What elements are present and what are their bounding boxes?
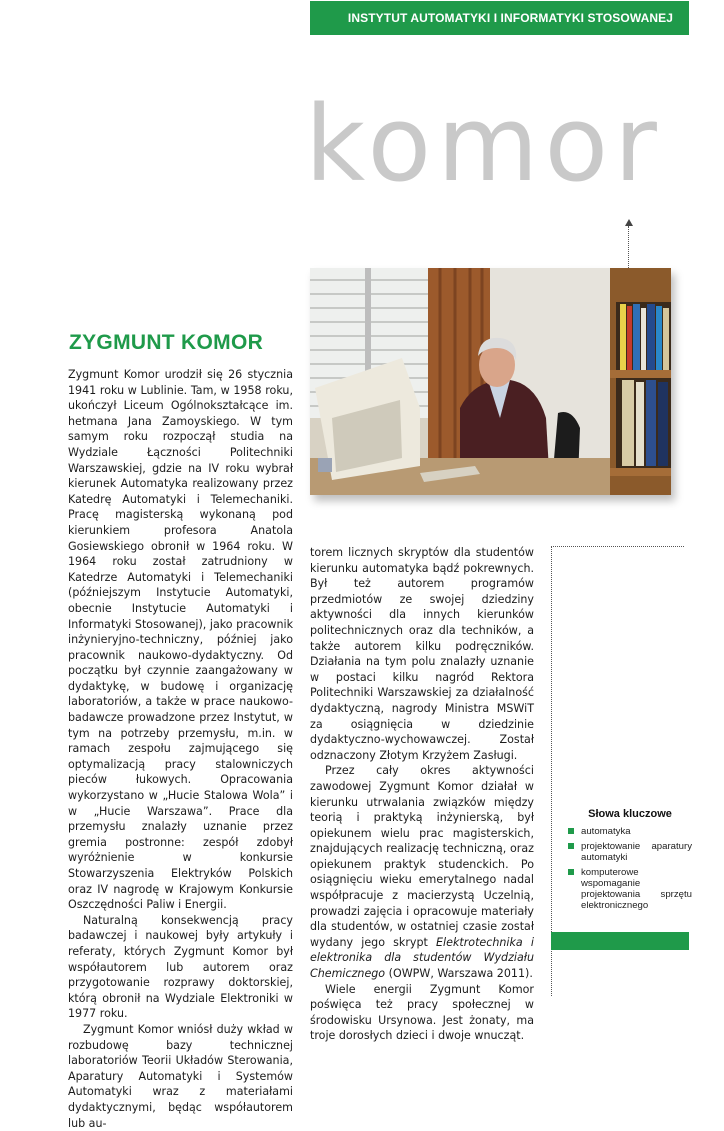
keyword-item xyxy=(568,841,692,863)
dotted-connector xyxy=(551,546,552,996)
keyword-item xyxy=(568,867,692,911)
keyword-text: automatyka xyxy=(581,826,631,837)
keywords-list xyxy=(568,826,692,911)
article-title: ZYGMUNT KOMOR xyxy=(69,331,264,354)
paragraph-text: Przez cały okres aktywności zawodowej Zygmunt Komor działał w kierunku utrwalania związków między teorią i praktyką inżynierską, był opiekunem wielu prac magisterskich, znajdujących realizację techniczną, oraz opiekunem praktyk studenckich. Po osiągnięciu wieku emerytalnego nadal współpracuje z macierzystą Uczelnią, prowadzi zajęcia i opracowuje materiały dla studentów, w ostatniej czasie został wydany jego skrypt xyxy=(310,764,534,949)
dotted-connector xyxy=(628,226,629,268)
paragraph: Wiele energii Zygmunt Komor poświęca też pracy społecznej w środowisku Ursynowa. Jest żonaty, ma troje dorosłych dzieci i dwoje wnucząt. xyxy=(310,982,534,1043)
keyword-item xyxy=(568,826,692,837)
square-bullet-icon xyxy=(568,869,574,875)
paragraph: Naturalną konsekwencją pracy badawczej i naukowej były artykuły i referaty, których Zygmunt Komor był współautorem lub autorem oraz przygotowanie rozprawy doktorskiej, którą obronił na Wydziale Elektroniki w 1977 roku. xyxy=(68,913,293,1021)
dotted-connector xyxy=(551,546,684,547)
portrait-photo xyxy=(310,268,671,495)
square-bullet-icon xyxy=(568,828,574,834)
keywords-title: Słowa kluczowe xyxy=(588,808,672,820)
text-column-left xyxy=(68,367,293,1131)
surname-banner: komor xyxy=(305,83,663,205)
square-bullet-icon xyxy=(568,843,574,849)
text-column-right xyxy=(310,545,534,1044)
keyword-text: projektowanie aparatury automatyki xyxy=(581,841,692,863)
paragraph xyxy=(310,763,534,981)
institute-name: INSTYTUT AUTOMATYKI I INFORMATYKI STOSOWANEJ xyxy=(347,11,673,25)
book-title: Elektrotechnika i elektronika dla studentów Wydziału Chemicznego xyxy=(310,935,534,981)
paragraph-text: (OWPW, Warszawa 2011). xyxy=(385,967,533,981)
footer-accent-bar xyxy=(551,932,689,950)
arrow-up-icon xyxy=(625,219,633,226)
keyword-text: komputerowe wspomaganie projektowania sprzętu elektronicznego xyxy=(581,867,692,911)
keywords-box xyxy=(568,808,692,915)
paragraph: Zygmunt Komor urodził się 26 stycznia 1941 roku w Lublinie. Tam, w 1958 roku, ukończył Liceum Ogólnokształcące im. hetmana Jana Zamoyskiego. W tym samym roku rozpoczął studia na Wydziale Łączności Politechniki Warszawskiej, gdzie na IV roku wybrał kierunek Automatyka realizowany przez Katedrę Automatyki i Telemechaniki. Pracę magisterską wykonaną pod kierunkiem profesora Anatola Gosiewskiego obronił w 1964 roku. W 1964 roku został zatrudniony w Katedrze Automatyki i Telemechaniki (późniejszym Instytucie Automatyki, obecnie Instytucie Automatyki i Informatyki Stosowanej), jako pracownik inżynieryjno-techniczny, później jako pracownik naukowo-dydaktyczny. Od początku był czynnie zaangażowany w dydaktykę, w budowę i organizację laboratoriów, a także w prace naukowo-badawcze prowadzone przez Instytut, w tym na potrzeby przemysłu, m.in. w ramach zespołu zajmującego się optymalizacją pracy stalowniczych pieców łukowych. Opracowania wykorzystano w „Hucie Stalowa Wola” i w „Hucie Warszawa”. Prace dla przemysłu znalazły uznanie przez gremia postronne: zespół zdobył wyróżnienie w konkursie Stowarzyszenia Elektryków Polskich oraz IV nagrodę w Krajowym Konkursie Oszczędności Paliw i Energii. xyxy=(68,368,293,912)
paragraph: Zygmunt Komor wniósł duży wkład w rozbudowę bazy technicznej laboratoriów Teorii Układów Sterowania, Aparatury Automatyki i Systemów Automatyki wraz z materiałami dydaktycznymi, będąc współautorem lub au- xyxy=(68,1022,293,1130)
paragraph: torem licznych skryptów dla studentów kierunku automatyka bądź pokrewnych. Był też autorem programów przedmiotów ze swojej dziedziny aktywności dla innych kierunków politechnicznych oraz dla techników, a także autorem kilku podręczników. Działania na tym polu znalazły uznanie w postaci kilku nagród Rektora Politechniki Warszawskiej za działalność dydaktyczną, nagrody Ministra MSWiT za osiągnięcia w dziedzinie dydaktyczno-wychowawczej. Został odznaczony Złotym Krzyżem Zasługi. xyxy=(310,546,534,762)
institute-header xyxy=(310,1,689,35)
